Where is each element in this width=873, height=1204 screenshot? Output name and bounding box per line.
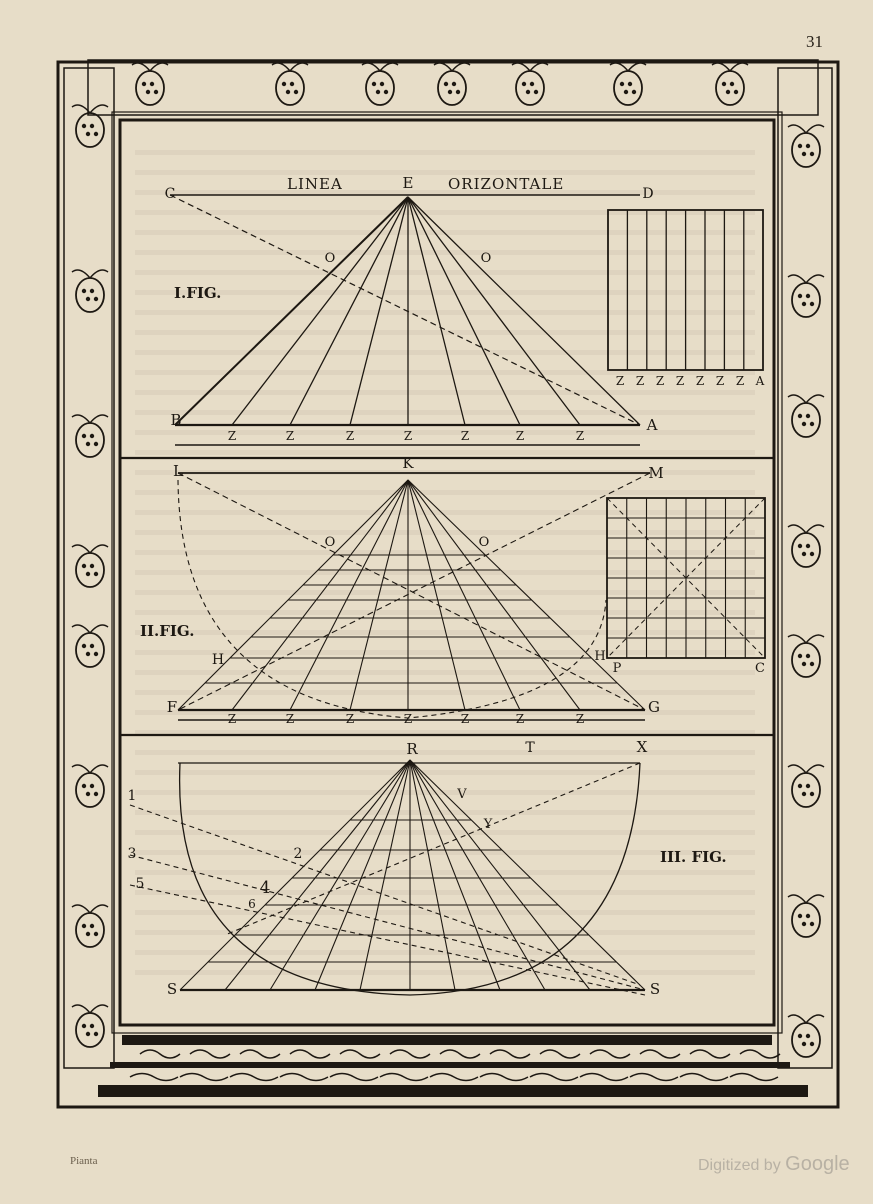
fig2-plan — [594, 498, 765, 676]
fig3-point-Y: Y — [483, 817, 493, 832]
berry-dot — [94, 652, 98, 656]
page-number: 31 — [806, 32, 823, 51]
berry-dot — [90, 289, 94, 293]
berry-dot — [82, 1024, 86, 1028]
fig2-arc — [178, 480, 606, 718]
fig2-base-Z: Z — [227, 712, 237, 726]
ghost-line — [135, 910, 755, 915]
fig2-base-Z: Z — [515, 712, 525, 726]
berry-dot — [810, 662, 814, 666]
fig2-base-Z: Z — [575, 712, 585, 726]
berry-dot — [448, 90, 452, 94]
berry-dot — [624, 90, 628, 94]
berry-dot — [802, 552, 806, 556]
left-fruit-motif — [72, 905, 108, 947]
fruit-shape — [792, 773, 820, 807]
scroll-ornament — [640, 1050, 680, 1058]
fruit-shape — [76, 913, 104, 947]
right-fruit-motif — [788, 275, 824, 317]
fruit-shape — [516, 71, 544, 105]
ghost-line — [135, 930, 755, 935]
fig3-num-1: 1 — [127, 788, 137, 804]
top-fruit-motif — [512, 63, 548, 105]
watermark-brand: Google — [785, 1153, 850, 1175]
fig1-point-A: A — [646, 416, 658, 434]
fig1-plan — [608, 210, 765, 388]
left-fruit-motif — [72, 1005, 108, 1047]
right-fruit-motif — [788, 765, 824, 807]
fig2-point-G: G — [648, 698, 660, 716]
fig2-base-Z: Z — [345, 712, 355, 726]
berry-dot — [82, 644, 86, 648]
ghost-line — [135, 330, 755, 335]
scroll-ornament — [340, 1050, 380, 1058]
fruit-shape — [792, 533, 820, 567]
fig1-point-B: B — [170, 411, 182, 429]
berry-dot — [86, 297, 90, 301]
berry-dot — [798, 784, 802, 788]
ghost-line — [135, 650, 755, 655]
berry-dot — [620, 82, 624, 86]
leaf-shape — [72, 545, 108, 553]
berry-dot — [810, 1042, 814, 1046]
fig2-base-Z: Z — [460, 712, 470, 726]
fruit-shape — [76, 1013, 104, 1047]
fig1-base-Z: Z — [227, 429, 237, 443]
scroll-ornament — [540, 1050, 580, 1058]
fig1-plan-Z: Z — [655, 374, 665, 388]
berry-dot — [810, 422, 814, 426]
berry-dot — [86, 132, 90, 136]
scroll-ornament — [490, 1050, 530, 1058]
scroll-ornament — [740, 1050, 780, 1058]
berry-dot — [90, 644, 94, 648]
leaf-shape — [610, 63, 646, 71]
top-fruit-motif — [132, 63, 168, 105]
fig1-plan-Z: Z — [675, 374, 685, 388]
berry-dot — [632, 90, 636, 94]
fig1-base-Z: Z — [285, 429, 295, 443]
scroll-ornament — [140, 1050, 180, 1058]
horizon-label-left: LINEA — [287, 175, 343, 193]
berry-dot — [282, 82, 286, 86]
berry-dot — [90, 784, 94, 788]
leaf-shape — [72, 415, 108, 423]
berry-dot — [372, 82, 376, 86]
fruit-shape — [614, 71, 642, 105]
left-fruit-motif — [72, 625, 108, 667]
fig2-plan-C: C — [755, 661, 765, 676]
fruit-shape — [792, 283, 820, 317]
scroll-ornament — [530, 1074, 578, 1081]
fruit-shape — [136, 71, 164, 105]
berry-dot — [86, 1032, 90, 1036]
ghost-line — [135, 750, 755, 755]
leaf-shape — [72, 1005, 108, 1013]
horizon-label-right: ORIZONTALE — [448, 175, 565, 193]
berry-dot — [526, 90, 530, 94]
fig1-base-Z: Z — [460, 429, 470, 443]
leaf-shape — [72, 905, 108, 913]
scroll-ornament — [190, 1050, 230, 1058]
ghost-line — [135, 170, 755, 175]
left-fruit-motif — [72, 415, 108, 457]
berry-dot — [380, 82, 384, 86]
fig3-sight-2 — [130, 855, 645, 990]
fig1-plan-Z: Z — [635, 374, 645, 388]
leaf-shape — [788, 395, 824, 403]
berry-dot — [384, 90, 388, 94]
fig3-num-4: 4 — [259, 878, 271, 898]
ghost-line — [135, 950, 755, 955]
leaf-shape — [788, 765, 824, 773]
berry-dot — [94, 297, 98, 301]
berry-dot — [802, 422, 806, 426]
leaf-shape — [788, 125, 824, 133]
right-fruit-motif — [788, 635, 824, 677]
top-panel — [88, 60, 818, 115]
fig1-plan-Z: Z — [735, 374, 745, 388]
berry-dot — [798, 144, 802, 148]
berry-dot — [94, 792, 98, 796]
fig3-point-S-2: S — [649, 980, 661, 998]
left-fruit-motif — [72, 765, 108, 807]
ghost-line — [135, 490, 755, 495]
fruit-shape — [366, 71, 394, 105]
berry-dot — [522, 82, 526, 86]
fruit-shape — [76, 633, 104, 667]
leaf-shape — [72, 765, 108, 773]
fig1-base-Z: Z — [345, 429, 355, 443]
leaf-shape — [712, 63, 748, 71]
fig3-point-X: X — [636, 738, 648, 756]
berry-dot — [802, 792, 806, 796]
leaf-shape — [362, 63, 398, 71]
fig2-label: II.FIG. — [140, 622, 195, 640]
fig1-point-O: O — [324, 251, 336, 266]
fruit-shape — [792, 643, 820, 677]
ghost-line — [135, 510, 755, 515]
berry-dot — [142, 82, 146, 86]
fig1-point-D: D — [642, 186, 654, 202]
ghost-line — [135, 550, 755, 555]
fig2-plan-H: H — [594, 649, 606, 664]
fig3-point-S: S — [166, 980, 178, 998]
scroll-ornament — [290, 1050, 330, 1058]
berry-dot — [806, 784, 810, 788]
berry-dot — [798, 544, 802, 548]
scroll-ornament — [480, 1074, 528, 1081]
scroll-ornament — [580, 1074, 628, 1081]
ghost-line — [135, 810, 755, 815]
ghost-line — [135, 670, 755, 675]
berry-dot — [82, 784, 86, 788]
base-band-3 — [98, 1085, 808, 1097]
left-fruit-motif — [72, 545, 108, 587]
berry-dot — [146, 90, 150, 94]
berry-dot — [628, 82, 632, 86]
left-fruit-motif — [72, 105, 108, 147]
berry-dot — [456, 90, 460, 94]
fig3-num-3: 3 — [127, 846, 137, 862]
leaf-shape — [788, 1015, 824, 1023]
berry-dot — [82, 924, 86, 928]
berry-dot — [86, 442, 90, 446]
fig2-point-F: F — [166, 698, 178, 716]
ghost-line — [135, 610, 755, 615]
base-band-2 — [110, 1062, 790, 1068]
top-fruit-motif — [362, 63, 398, 105]
fig3-num-2: 2 — [293, 846, 303, 862]
berry-dot — [82, 289, 86, 293]
scroll-ornament — [680, 1074, 728, 1081]
left-panel — [64, 68, 114, 1068]
berry-dot — [290, 82, 294, 86]
scroll-ornament — [330, 1074, 378, 1081]
fruit-shape — [76, 113, 104, 147]
berry-dot — [294, 90, 298, 94]
berry-dot — [94, 572, 98, 576]
top-fruit-motif — [434, 63, 470, 105]
berry-dot — [806, 414, 810, 418]
ghost-line — [135, 410, 755, 415]
leaf-shape — [132, 63, 168, 71]
leaf-shape — [788, 275, 824, 283]
right-fruit-motif — [788, 1015, 824, 1057]
leaf-shape — [72, 270, 108, 278]
ghost-line — [135, 830, 755, 835]
scroll-ornament — [390, 1050, 430, 1058]
berry-dot — [94, 132, 98, 136]
watermark — [698, 1153, 850, 1176]
berry-dot — [798, 414, 802, 418]
leaf-shape — [788, 635, 824, 643]
berry-dot — [286, 90, 290, 94]
berry-dot — [82, 434, 86, 438]
fig1-plan-Z: Z — [615, 374, 625, 388]
fig2-point-L: L — [173, 462, 183, 480]
ghost-line — [135, 390, 755, 395]
berry-dot — [802, 1042, 806, 1046]
scroll-ornament — [240, 1050, 280, 1058]
right-fruit-motif — [788, 125, 824, 167]
fig2-plan-P: P — [612, 661, 622, 676]
ghost-line — [135, 890, 755, 895]
ghost-line — [135, 350, 755, 355]
berry-dot — [806, 654, 810, 658]
left-fruit-motif — [72, 270, 108, 312]
berry-dot — [734, 90, 738, 94]
fig3-label: III. FIG. — [660, 848, 727, 866]
berry-dot — [376, 90, 380, 94]
fruit-shape — [792, 903, 820, 937]
ghost-line — [135, 290, 755, 295]
fig1-label: I.FIG. — [174, 284, 222, 302]
berry-dot — [94, 932, 98, 936]
berry-dot — [82, 564, 86, 568]
right-fruit-motif — [788, 525, 824, 567]
fig2-point-M: M — [648, 464, 664, 482]
ghost-line — [135, 530, 755, 535]
berry-dot — [806, 544, 810, 548]
berry-dot — [802, 662, 806, 666]
scroll-ornament — [690, 1050, 730, 1058]
berry-dot — [90, 1024, 94, 1028]
scroll-ornament — [730, 1074, 778, 1081]
fig2-point-K: K — [402, 454, 414, 472]
berry-dot — [730, 82, 734, 86]
berry-dot — [722, 82, 726, 86]
leaf-shape — [272, 63, 308, 71]
fig2-point-O: O — [324, 535, 336, 550]
fig1-plan-Z: Z — [695, 374, 705, 388]
leaf-shape — [434, 63, 470, 71]
leaf-shape — [72, 625, 108, 633]
berry-dot — [810, 152, 814, 156]
ghost-line — [135, 150, 755, 155]
berry-dot — [810, 302, 814, 306]
ghost-line — [135, 590, 755, 595]
top-fruit-motif — [610, 63, 646, 105]
leaf-shape — [788, 895, 824, 903]
fig2-point-H: H — [211, 652, 225, 668]
berry-dot — [798, 914, 802, 918]
scroll-ornament — [280, 1074, 328, 1081]
berry-dot — [798, 654, 802, 658]
berry-dot — [90, 434, 94, 438]
berry-dot — [90, 564, 94, 568]
ghost-line — [135, 570, 755, 575]
berry-dot — [86, 652, 90, 656]
leaf-shape — [512, 63, 548, 71]
catchword: Pianta — [70, 1155, 98, 1167]
fruit-shape — [716, 71, 744, 105]
fig3-point-R: R — [406, 740, 418, 758]
fig2-base-Z: Z — [403, 712, 413, 726]
ghost-line — [135, 450, 755, 455]
berry-dot — [806, 914, 810, 918]
berry-dot — [452, 82, 456, 86]
fruit-shape — [76, 423, 104, 457]
berry-dot — [810, 552, 814, 556]
berry-dot — [82, 124, 86, 128]
berry-dot — [150, 82, 154, 86]
top-fruit-motif — [712, 63, 748, 105]
fruit-shape — [276, 71, 304, 105]
top-fruit-motif — [272, 63, 308, 105]
berry-dot — [86, 932, 90, 936]
fig1-base-Z: Z — [575, 429, 585, 443]
figure-3 — [128, 738, 661, 998]
fruit-shape — [792, 403, 820, 437]
berry-dot — [802, 302, 806, 306]
berry-dot — [726, 90, 730, 94]
berry-dot — [90, 924, 94, 928]
berry-dot — [534, 90, 538, 94]
fruit-shape — [76, 278, 104, 312]
fig3-point-V: V — [457, 787, 467, 802]
base-band-1 — [122, 1035, 772, 1045]
fig2-point-O-2: O — [478, 535, 490, 550]
scroll-ornament — [430, 1074, 478, 1081]
ghost-line — [135, 870, 755, 875]
berry-dot — [154, 90, 158, 94]
fig3-num-5: 5 — [135, 876, 145, 892]
ghost-line — [135, 690, 755, 695]
fruit-shape — [792, 133, 820, 167]
ornamental-border — [58, 60, 838, 1107]
fig1-base-Z: Z — [403, 429, 413, 443]
fig1-point-C: C — [164, 186, 176, 202]
berry-dot — [810, 792, 814, 796]
fig1-base-Z: Z — [515, 429, 525, 443]
berry-dot — [798, 294, 802, 298]
fig1-point-E: E — [402, 174, 414, 192]
fruit-shape — [76, 773, 104, 807]
berry-dot — [810, 922, 814, 926]
scroll-ornament — [380, 1074, 428, 1081]
berry-dot — [94, 1032, 98, 1036]
berry-dot — [806, 1034, 810, 1038]
berry-dot — [802, 922, 806, 926]
ghost-line — [135, 770, 755, 775]
ghost-line — [135, 310, 755, 315]
fig1-plan-A: A — [755, 374, 765, 388]
scroll-ornament — [590, 1050, 630, 1058]
fruit-shape — [438, 71, 466, 105]
right-fruit-motif — [788, 395, 824, 437]
right-panel — [778, 68, 832, 1068]
right-fruit-motif — [788, 895, 824, 937]
berry-dot — [802, 152, 806, 156]
berry-dot — [86, 572, 90, 576]
ghost-line — [135, 970, 755, 975]
berry-dot — [806, 294, 810, 298]
berry-dot — [90, 124, 94, 128]
scroll-ornament — [230, 1074, 278, 1081]
berry-dot — [94, 442, 98, 446]
berry-dot — [86, 792, 90, 796]
leaf-shape — [788, 525, 824, 533]
berry-dot — [798, 1034, 802, 1038]
fig1-point-O-2: O — [480, 251, 492, 266]
fig2-base-Z: Z — [285, 712, 295, 726]
fig3-num-6: 6 — [248, 897, 256, 911]
ghost-line — [135, 250, 755, 255]
fruit-shape — [792, 1023, 820, 1057]
leaf-shape — [72, 105, 108, 113]
watermark-prefix: Digitized by — [698, 1157, 781, 1174]
fig3-point-T: T — [525, 740, 535, 756]
scroll-ornament — [630, 1074, 678, 1081]
berry-dot — [530, 82, 534, 86]
scroll-ornament — [180, 1074, 228, 1081]
scroll-ornament — [440, 1050, 480, 1058]
fruit-shape — [76, 553, 104, 587]
fig1-plan-Z: Z — [715, 374, 725, 388]
scroll-ornament — [130, 1074, 178, 1081]
berry-dot — [444, 82, 448, 86]
berry-dot — [806, 144, 810, 148]
